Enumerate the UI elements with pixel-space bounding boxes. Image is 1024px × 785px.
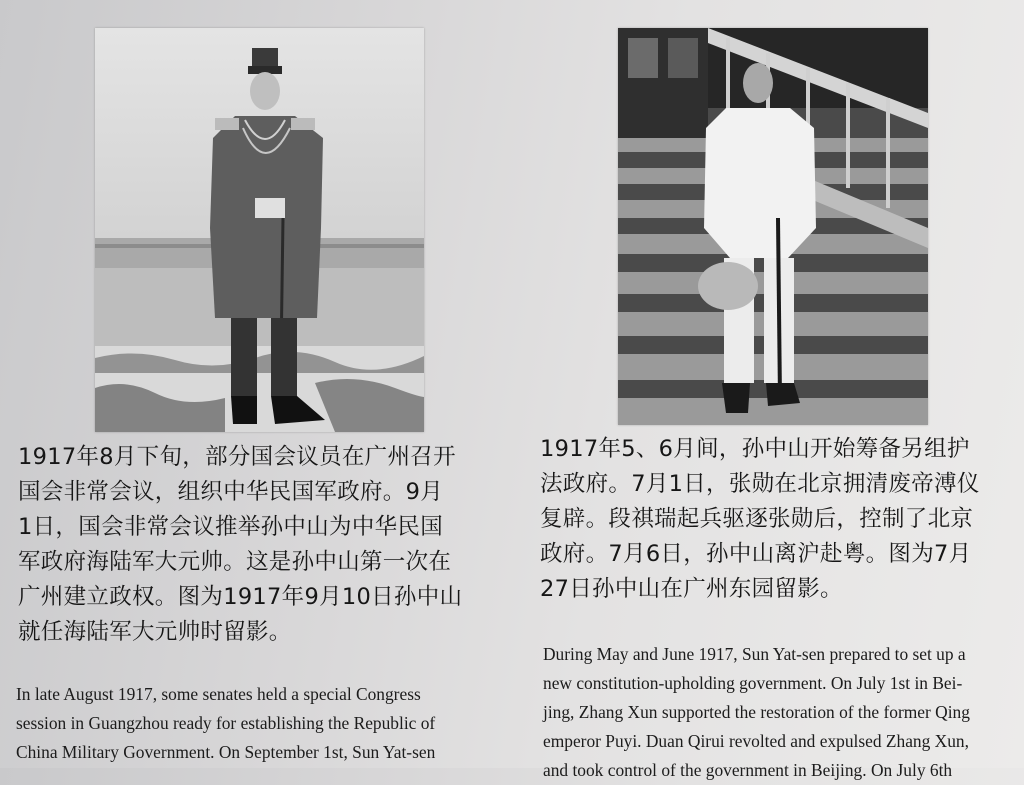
right-zh-line: 复辟。段祺瑞起兵驱逐张勋后，控制了北京 — [540, 506, 974, 532]
photo-military-uniform — [95, 28, 424, 432]
left-en-line: China Military Government. On September 1st, Sun Yat-sen — [16, 742, 436, 762]
right-en-line: jing, Zhang Xun supported the restoration of the former Qing — [543, 702, 970, 722]
left-caption-chinese — [18, 440, 508, 650]
right-zh-line: 法政府。7月1日，张勋在北京拥清废帝溥仪 — [540, 471, 980, 497]
left-en-line: session in Guangzhou ready for establishing the Republic of — [16, 713, 436, 733]
left-caption-english — [16, 680, 511, 767]
right-en-line: emperor Puyi. Duan Qirui revolted and expulsed Zhang Xun, — [543, 731, 969, 751]
photo-military-uniform-image — [95, 28, 424, 432]
photo-white-suit-stairs — [618, 28, 928, 425]
left-zh-line: 广州建立政权。图为1917年9月10日孙中山 — [18, 584, 463, 610]
right-en-line: new constitution-upholding government. On July 1st in Bei- — [543, 673, 963, 693]
right-caption-chinese — [540, 432, 1020, 607]
left-zh-line: 国会非常会议，组织中华民国军政府。9月 — [18, 479, 444, 505]
right-caption-english — [543, 640, 1021, 785]
left-zh-line: 就任海陆军大元帅时留影。 — [18, 619, 292, 645]
left-zh-line: 1917年8月下旬，部分国会议员在广州召开 — [18, 444, 456, 470]
right-zh-line: 27日孙中山在广州东园留影。 — [540, 576, 843, 602]
right-zh-line: 1917年5、6月间，孙中山开始筹备另组护 — [540, 436, 970, 462]
left-zh-line: 军政府海陆军大元帅。这是孙中山第一次在 — [18, 549, 452, 575]
left-zh-line: 1日，国会非常会议推举孙中山为中华民国 — [18, 514, 444, 540]
right-en-line: During May and June 1917, Sun Yat-sen prepared to set up a — [543, 644, 966, 664]
right-en-line: and took control of the government in Beijing. On July 6th — [543, 760, 953, 780]
photo-white-suit-stairs-image — [618, 28, 928, 425]
right-zh-line: 政府。7月6日，孙中山离沪赴粤。图为7月 — [540, 541, 972, 567]
left-en-line: In late August 1917, some senates held a special Congress — [16, 684, 421, 704]
